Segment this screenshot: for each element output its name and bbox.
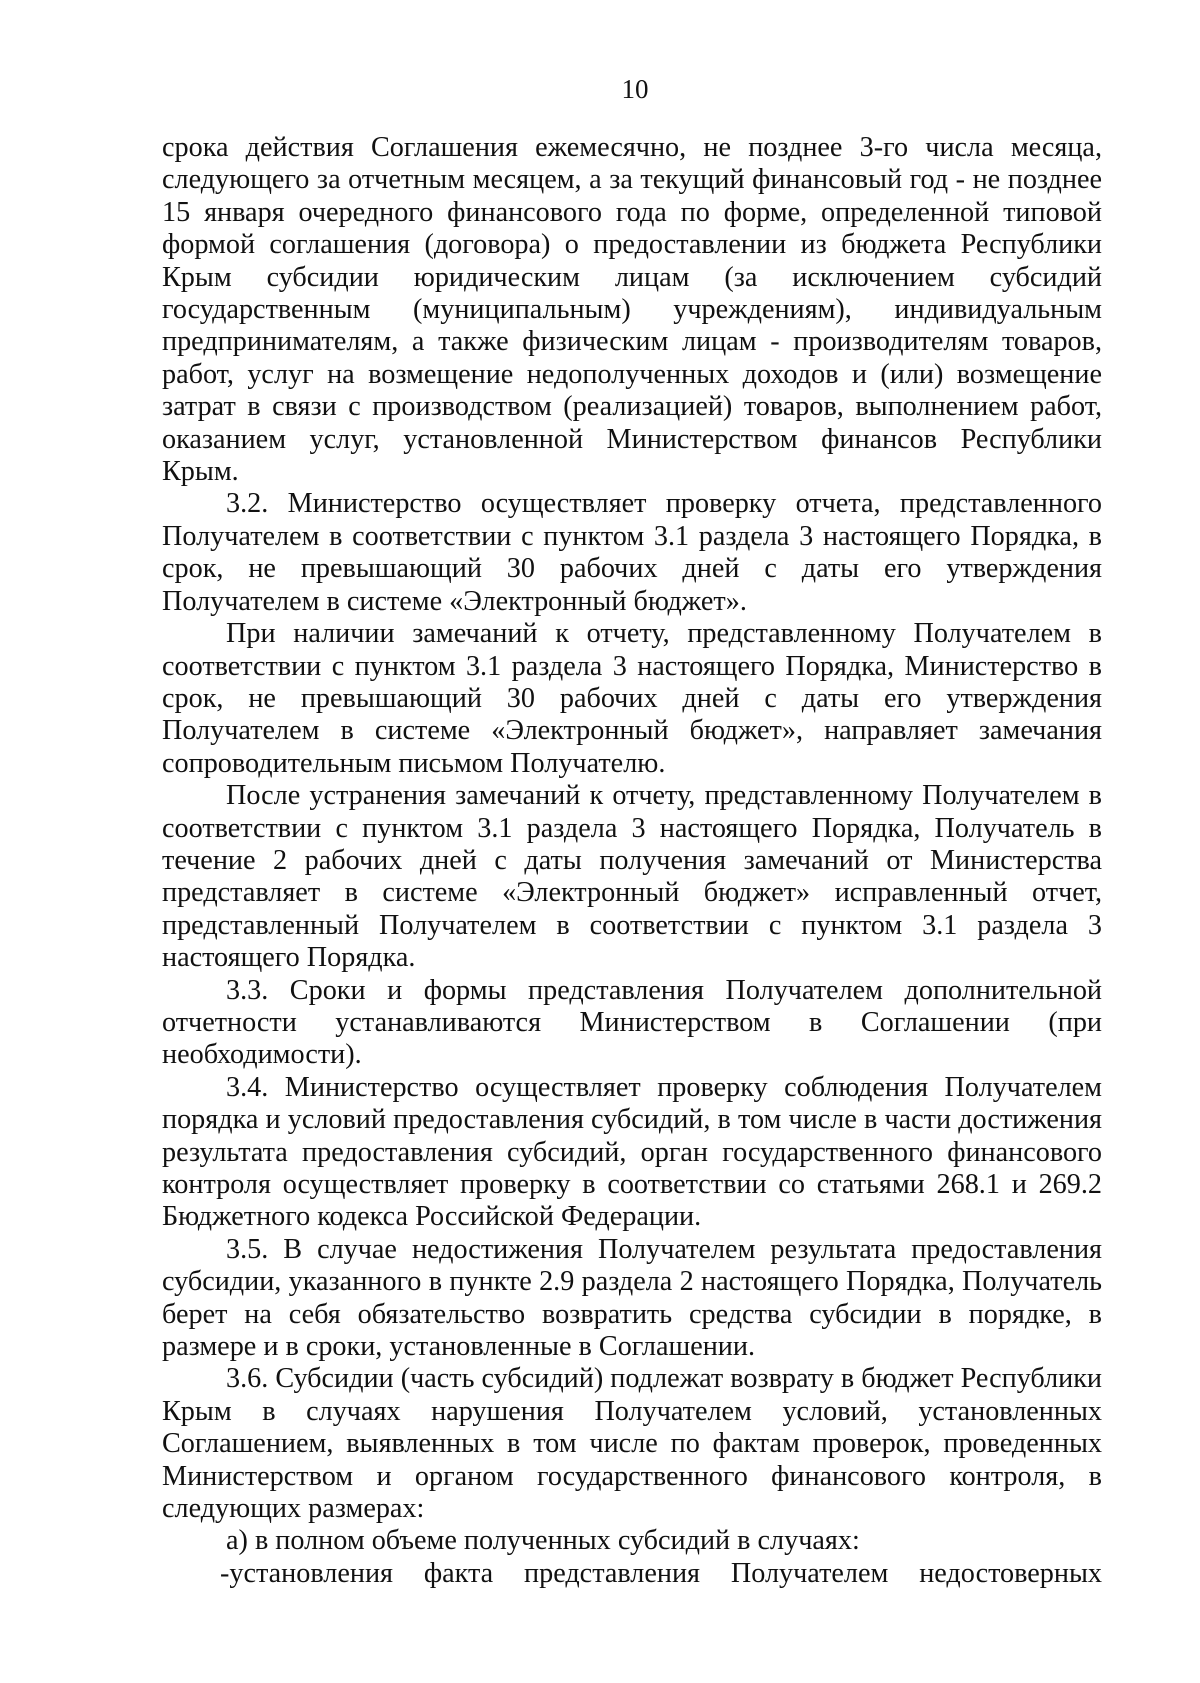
document-body — [162, 132, 1102, 1590]
paragraph-after-remarks: После устранения замечаний к отчету, представленному Получателем в соответствии с пунктом 3.1 раздела 3 настоящего Порядка, Получатель в течение 2 рабочих дней с даты получения замечаний от Министерства представляет в системе «Электронный бюджет» исправленный отчет, представленный Получателем в соответствии с пунктом 3.1 раздела 3 настоящего Порядка. — [162, 780, 1102, 974]
paragraph-3-2: 3.2. Министерство осуществляет проверку отчета, представленного Получателем в соответствии с пунктом 3.1 раздела 3 настоящего Порядка, в срок, не превышающий 30 рабочих дней с даты его утверждения Получателем в системе «Электронный бюджет». — [162, 488, 1102, 617]
paragraph-3-6: 3.6. Субсидии (часть субсидий) подлежат возврату в бюджет Республики Крым в случаях нарушения Получателем условий, установленных Соглашением, выявленных в том числе по фактам проверок, проведенных Министерством и органом государственного финансового контроля, в следующих размерах: — [162, 1363, 1102, 1525]
paragraph-continuation: срока действия Соглашения ежемесячно, не позднее 3-го числа месяца, следующего за отчетным месяцем, а за текущий финансовый год - не позднее 15 января очередного финансового года по форме, определенной типовой формой соглашения (договора) о предоставлении из бюджета Республики Крым субсидии юридическим лицам (за исключением субсидий государственным (муниципальным) учреждениям), индивидуальным предпринимателям, а также физическим лицам - производителям товаров, работ, услуг на возмещение недополученных доходов и (или) возмещение затрат в связи с производством (реализацией) товаров, выполнением работ, оказанием услуг, установленной Министерством финансов Республики Крым. — [162, 132, 1102, 488]
paragraph-3-3: 3.3. Сроки и формы представления Получателем дополнительной отчетности устанавливаются Министерством в Соглашении (при необходимости). — [162, 974, 1102, 1071]
paragraph-remarks: При наличии замечаний к отчету, представленному Получателем в соответствии с пунктом 3.1 раздела 3 настоящего Порядка, Министерство в срок, не превышающий 30 рабочих дней с даты его утверждения Получателем в системе «Электронный бюджет», направляет замечания сопроводительным письмом Получателю. — [162, 618, 1102, 779]
list-item-a: а) в полном объеме полученных субсидий в случаях: — [226, 1525, 860, 1557]
page-number: 10 — [621, 74, 649, 104]
list-item-dash: -установления факта представления Получателем недостоверных — [220, 1557, 1102, 1589]
paragraph-3-4: 3.4. Министерство осуществляет проверку соблюдения Получателем порядка и условий предоставления субсидий, в том числе в части достижения результата предоставления субсидий, орган государственного финансового контроля осуществляет проверку в соответствии со статьями 268.1 и 269.2 Бюджетного кодекса Российской Федерации. — [162, 1071, 1102, 1233]
paragraph-3-5: 3.5. В случае недостижения Получателем результата предоставления субсидии, указанного в пункте 2.9 раздела 2 настоящего Порядка, Получатель берет на себя обязательство возвратить средства субсидии в порядке, в размере и в сроки, установленные в Соглашении. — [162, 1233, 1102, 1363]
